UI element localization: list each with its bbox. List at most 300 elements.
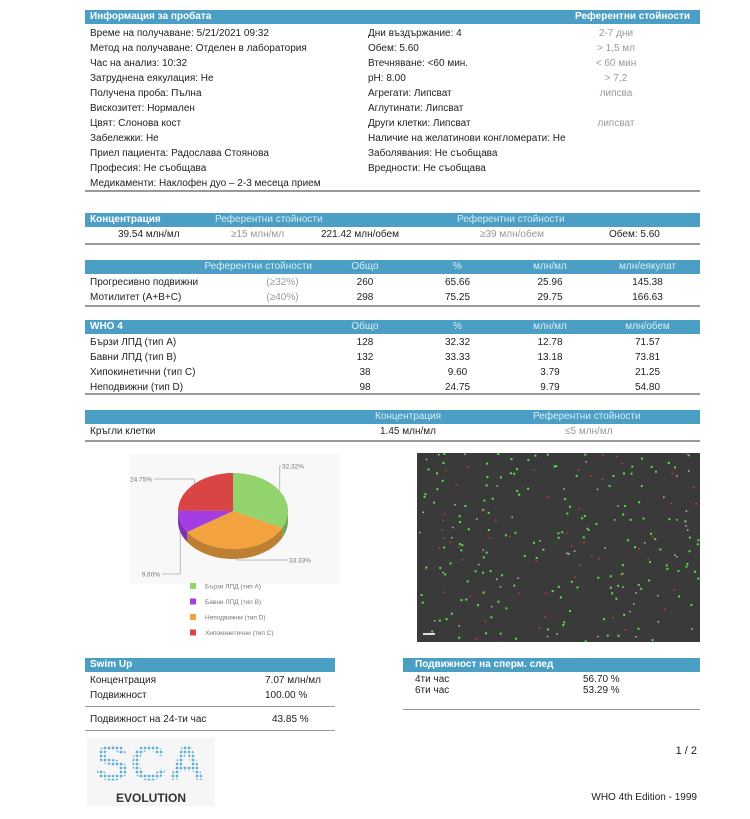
swim-up-section xyxy=(85,658,335,731)
motility-pct: 75.25 xyxy=(444,292,471,303)
sperm-track xyxy=(571,545,573,547)
sperm-track xyxy=(524,555,526,557)
motility-label: Прогресивно подвижни xyxy=(90,277,199,288)
sperm-track xyxy=(421,594,423,596)
who4-header-mln-ml: млн/мл xyxy=(533,321,567,332)
sperm-track xyxy=(443,453,445,455)
legend-label: Бавни ЛПД (тип B) xyxy=(205,599,262,606)
sperm-track xyxy=(610,575,612,577)
sperm-track xyxy=(686,563,688,565)
info-row xyxy=(85,26,700,41)
sperm-track xyxy=(422,602,424,604)
edition-note: WHO 4th Edition - 1999 xyxy=(591,792,697,803)
sperm-track xyxy=(664,609,666,611)
sperm-track xyxy=(584,515,586,517)
sperm-track xyxy=(510,472,512,474)
sperm-track xyxy=(613,617,615,619)
sperm-track xyxy=(534,469,536,471)
motility-24h-label: Подвижност на 24-ти час xyxy=(90,714,207,725)
motility-mln-ej: 166.63 xyxy=(632,292,663,303)
sperm-track xyxy=(689,537,691,539)
who4-mln-vol: 73.81 xyxy=(634,352,661,363)
sperm-track xyxy=(442,480,444,482)
info-row xyxy=(85,86,700,101)
sperm-track xyxy=(672,473,674,475)
motility-header-ref: Референтни стойности xyxy=(204,261,312,272)
sperm-track xyxy=(620,574,622,576)
sperm-track xyxy=(485,620,487,622)
concentration-total-ref: ≥39 млн/обем xyxy=(480,229,545,240)
sperm-track xyxy=(697,539,699,541)
legend-label: Бързи ЛПД (тип A) xyxy=(205,583,262,591)
sperm-track xyxy=(630,519,632,521)
concentration-title: Концентрация xyxy=(90,214,161,225)
info-left: Вискозитет: Нормален xyxy=(90,103,195,114)
who4-label: Хипокинетични (тип C) xyxy=(90,367,196,378)
swim-up-row xyxy=(85,688,335,703)
sperm-track xyxy=(635,592,637,594)
sperm-track xyxy=(443,462,445,464)
sperm-track xyxy=(449,542,451,544)
sperm-track xyxy=(439,567,441,569)
motility-after-title: Подвижност на сперм. след xyxy=(415,659,554,670)
info-left: Метод на получаване: Отделен в лаборатория xyxy=(90,43,307,54)
info-right: Обем: 5.60 xyxy=(368,43,419,54)
sperm-track xyxy=(597,577,599,579)
sperm-track xyxy=(451,613,453,615)
sperm-track xyxy=(617,505,619,507)
sperm-track xyxy=(638,501,640,503)
sperm-track xyxy=(505,534,507,536)
legend-swatch xyxy=(190,630,196,636)
sperm-track xyxy=(500,586,502,588)
info-row xyxy=(85,41,700,56)
sperm-track xyxy=(655,471,657,473)
sperm-track xyxy=(515,638,517,640)
round-cells-header-ref: Референтни стойности xyxy=(533,411,641,422)
sperm-track xyxy=(424,493,426,495)
sperm-track xyxy=(438,454,440,456)
sperm-track xyxy=(654,538,656,540)
sperm-track xyxy=(539,627,541,629)
sperm-track xyxy=(624,505,626,507)
sperm-track xyxy=(678,595,680,597)
motility-label: Мотилитет (A+B+C) xyxy=(90,292,182,303)
sperm-track xyxy=(585,461,587,463)
sperm-track xyxy=(562,624,564,626)
sperm-track xyxy=(659,548,661,550)
sperm-track xyxy=(426,459,428,461)
sperm-track xyxy=(500,476,502,478)
sperm-track xyxy=(641,458,643,460)
sperm-track xyxy=(422,512,424,514)
sperm-track xyxy=(488,529,490,531)
sperm-track xyxy=(614,519,616,521)
sperm-track xyxy=(694,571,696,573)
sperm-track xyxy=(602,479,604,481)
sperm-track xyxy=(597,636,599,638)
sperm-track xyxy=(518,593,520,595)
sperm-track xyxy=(547,496,549,498)
swim-up-value: 100.00 % xyxy=(265,690,308,701)
info-left: Медикаменти: Наклофен дуо – 2-3 месеца прием xyxy=(90,178,321,189)
sperm-track xyxy=(563,488,565,490)
info-ref: > 1,5 мл xyxy=(596,43,635,54)
sperm-track xyxy=(634,546,636,548)
swim-up-label: Концентрация xyxy=(90,675,157,686)
motility-header-total: Общо xyxy=(351,261,379,272)
sperm-track xyxy=(693,487,695,489)
sperm-track xyxy=(674,554,676,556)
sperm-track xyxy=(643,517,645,519)
sperm-track xyxy=(500,633,502,635)
sperm-track xyxy=(695,503,697,505)
sperm-track xyxy=(433,502,435,504)
info-left: Забележки: Не xyxy=(90,133,159,144)
info-right: Наличие на желатинови конгломерати: Не xyxy=(368,133,566,144)
sperm-track xyxy=(621,463,623,465)
sperm-track xyxy=(687,529,689,531)
sperm-track xyxy=(671,503,673,505)
sperm-track xyxy=(610,587,612,589)
sperm-track xyxy=(534,455,536,457)
sperm-track xyxy=(536,557,538,559)
sperm-track xyxy=(633,603,635,605)
round-cells-section xyxy=(85,410,700,442)
sperm-track xyxy=(607,635,609,637)
motility-after-label: 6ти час xyxy=(415,685,450,696)
legend-swatch xyxy=(190,614,196,620)
sperm-track xyxy=(650,533,652,535)
info-row xyxy=(85,101,700,116)
sperm-track xyxy=(648,579,650,581)
sperm-track xyxy=(444,573,446,575)
sperm-track xyxy=(483,591,485,593)
sperm-track xyxy=(518,494,520,496)
sperm-track xyxy=(467,580,469,582)
info-left: Цвят: Слонова кост xyxy=(90,118,182,129)
concentration-ref-header-2: Референтни стойности xyxy=(457,214,565,225)
sperm-track xyxy=(547,454,549,456)
sperm-track xyxy=(434,620,436,622)
motility-row xyxy=(85,290,700,305)
sperm-track xyxy=(539,540,541,542)
swim-up-row xyxy=(85,673,335,688)
sperm-track xyxy=(450,562,452,564)
who4-mln-vol: 71.57 xyxy=(634,337,661,348)
info-ref: 2-7 дни xyxy=(598,28,634,39)
sperm-track xyxy=(482,510,484,512)
sperm-track xyxy=(631,466,633,468)
sperm-track xyxy=(597,489,599,491)
sperm-track xyxy=(458,625,460,627)
info-ref: липсва xyxy=(599,88,633,99)
who4-mln-vol: 21.25 xyxy=(634,367,661,378)
info-left: Час на анализ: 10:32 xyxy=(90,58,188,69)
who4-total: 128 xyxy=(356,337,374,348)
sperm-track xyxy=(544,616,546,618)
sperm-track xyxy=(442,572,444,574)
sperm-track xyxy=(459,515,461,517)
motility-mln-ml: 29.75 xyxy=(537,292,563,303)
sperm-track xyxy=(560,596,562,598)
sperm-track xyxy=(666,568,668,570)
sperm-track xyxy=(547,636,549,638)
sperm-track xyxy=(571,581,573,583)
sperm-track xyxy=(552,590,554,592)
concentration-total: 221.42 млн/обем xyxy=(321,229,399,240)
sperm-track xyxy=(483,556,485,558)
sperm-track xyxy=(561,531,563,533)
sperm-track xyxy=(618,635,620,637)
sperm-track xyxy=(554,466,556,468)
motility-after-label: 4ти час xyxy=(415,674,450,685)
sperm-track xyxy=(419,532,421,534)
who4-row xyxy=(85,335,700,350)
sperm-track xyxy=(476,638,478,640)
sperm-track xyxy=(638,548,640,550)
pie-data-label: 32.32% xyxy=(282,463,305,471)
sperm-track xyxy=(697,578,699,580)
scale-bar xyxy=(423,633,435,635)
sperm-track xyxy=(439,620,441,622)
legend-swatch xyxy=(190,599,196,605)
sperm-track xyxy=(535,560,537,562)
motility-total: 260 xyxy=(356,277,374,288)
sperm-track xyxy=(644,542,646,544)
who4-header-pct: % xyxy=(453,321,462,332)
sperm-track xyxy=(513,473,515,475)
sperm-track xyxy=(673,589,675,591)
sperm-track xyxy=(676,556,678,558)
sperm-track xyxy=(517,577,519,579)
sperm-track xyxy=(623,614,625,616)
sperm-track xyxy=(505,607,507,609)
sperm-track xyxy=(622,564,624,566)
motility-header-mln-ml: млн/мл xyxy=(533,261,567,272)
sperm-track xyxy=(464,454,466,456)
sperm-track xyxy=(583,536,585,538)
who4-row xyxy=(85,350,700,365)
sperm-track xyxy=(686,566,688,568)
microscope-image xyxy=(417,453,700,642)
sperm-track xyxy=(444,513,446,515)
sperm-track xyxy=(482,549,484,551)
info-row xyxy=(85,176,700,191)
sperm-track xyxy=(674,466,676,468)
who4-header xyxy=(85,320,700,334)
sperm-track xyxy=(598,558,600,560)
sperm-track xyxy=(625,629,627,631)
sperm-track xyxy=(574,550,576,552)
round-cells-header xyxy=(85,410,700,424)
sperm-track xyxy=(564,498,566,500)
motility-24h-row xyxy=(85,712,335,731)
sperm-track xyxy=(475,570,477,572)
who4-total: 98 xyxy=(359,382,371,393)
who4-title: WHO 4 xyxy=(90,321,123,332)
sperm-track xyxy=(631,473,633,475)
info-right: pH: 8.00 xyxy=(368,73,406,84)
motility-header-pct: % xyxy=(453,261,462,272)
round-cells-value: 1.45 млн/мл xyxy=(380,426,436,437)
sperm-track xyxy=(454,504,456,506)
info-row xyxy=(85,131,700,146)
reference-values-title: Референтни стойности xyxy=(575,11,690,22)
legend-label: Хипокинетични (тип C) xyxy=(205,630,274,637)
motility-after-section xyxy=(403,658,700,710)
sperm-track xyxy=(603,618,605,620)
sample-info-title: Информация за пробата xyxy=(90,11,212,22)
sperm-track xyxy=(566,553,568,555)
sperm-track xyxy=(641,485,643,487)
sperm-track xyxy=(478,564,480,566)
swim-up-header xyxy=(85,658,335,672)
sperm-track xyxy=(444,592,446,594)
info-right: Други клетки: Липсват xyxy=(368,118,471,129)
sperm-track xyxy=(486,484,488,486)
who4-mln-ml: 12.78 xyxy=(537,337,563,348)
sperm-track xyxy=(583,542,585,544)
who4-pct: 9.60 xyxy=(447,367,468,378)
sperm-track xyxy=(488,512,490,514)
motility-pct: 65.66 xyxy=(444,277,471,288)
sperm-track xyxy=(686,453,688,455)
sperm-track xyxy=(516,490,518,492)
sperm-track xyxy=(545,593,547,595)
sperm-track xyxy=(676,475,678,477)
sperm-track xyxy=(652,639,654,641)
sperm-track xyxy=(574,576,576,578)
sperm-track xyxy=(501,574,503,576)
sperm-track xyxy=(557,532,559,534)
sperm-track xyxy=(516,468,518,470)
motility-24h-value: 43.85 % xyxy=(272,714,309,725)
sperm-track xyxy=(527,459,529,461)
legend-swatch xyxy=(190,583,196,589)
sperm-track xyxy=(686,510,688,512)
sperm-track xyxy=(658,621,660,623)
sperm-track xyxy=(443,538,445,540)
sperm-track xyxy=(684,520,686,522)
sperm-track xyxy=(611,592,613,594)
sperm-track xyxy=(464,505,466,507)
sperm-track xyxy=(649,561,651,563)
sperm-track xyxy=(676,519,678,521)
sperm-track xyxy=(511,458,513,460)
sperm-track xyxy=(514,532,516,534)
sperm-track xyxy=(577,586,579,588)
sperm-track xyxy=(690,604,692,606)
who4-pct: 33.33 xyxy=(444,352,471,363)
info-row xyxy=(85,146,700,161)
sperm-track xyxy=(640,588,642,590)
sperm-track xyxy=(666,564,668,566)
sperm-track xyxy=(511,516,513,518)
concentration-value: 39.54 млн/мл xyxy=(118,229,180,240)
sample-info-header xyxy=(85,10,700,24)
sperm-track xyxy=(482,572,484,574)
sperm-track xyxy=(542,549,544,551)
sperm-track xyxy=(443,547,445,549)
sperm-track xyxy=(635,636,637,638)
sperm-track xyxy=(445,470,447,472)
info-right: Вредности: Не съобщава xyxy=(368,163,486,174)
sperm-track xyxy=(486,476,488,478)
sperm-track xyxy=(651,466,653,468)
pie-data-label: 24.75% xyxy=(130,476,152,484)
round-cells-header-conc: Концентрация xyxy=(375,411,442,422)
sperm-track xyxy=(547,628,549,630)
sperm-track xyxy=(460,549,462,551)
sperm-track xyxy=(483,500,485,502)
sperm-track xyxy=(489,537,491,539)
sperm-track xyxy=(492,498,494,500)
sperm-track xyxy=(652,536,654,538)
sperm-track xyxy=(612,475,614,477)
info-right: Аглутинати: Липсват xyxy=(368,103,464,114)
sperm-track xyxy=(436,472,438,474)
motility-header xyxy=(85,260,700,274)
sperm-track xyxy=(579,565,581,567)
sperm-track xyxy=(668,518,670,520)
sperm-track xyxy=(638,584,640,586)
who4-total: 132 xyxy=(356,352,374,363)
info-row xyxy=(85,116,700,131)
logo-mark: SCA xyxy=(87,738,215,788)
sperm-track xyxy=(617,585,619,587)
sperm-track xyxy=(491,606,493,608)
sperm-track xyxy=(677,570,679,572)
sperm-track xyxy=(496,485,498,487)
sperm-track xyxy=(497,453,499,455)
sperm-track xyxy=(691,628,693,630)
who4-section xyxy=(85,320,700,395)
volume-value: Обем: 5.60 xyxy=(609,229,660,240)
sperm-track xyxy=(697,543,699,545)
info-right: Агрегати: Липсват xyxy=(368,88,452,99)
who4-header-mln-vol: млн/обем xyxy=(625,321,670,332)
motility-after-value: 56.70 % xyxy=(583,674,620,685)
sperm-track xyxy=(578,508,580,510)
info-left: Професия: Не съобщава xyxy=(90,163,207,174)
who4-mln-ml: 3.79 xyxy=(540,367,560,378)
motility-row xyxy=(85,275,700,290)
page-number: 1 / 2 xyxy=(675,745,697,757)
who4-mln-ml: 9.79 xyxy=(540,382,560,393)
sperm-track xyxy=(486,463,488,465)
motility-after-value: 53.29 % xyxy=(583,685,620,696)
info-row xyxy=(85,56,700,71)
sperm-track xyxy=(623,473,625,475)
sperm-track xyxy=(558,586,560,588)
sperm-track xyxy=(568,553,570,555)
sperm-track xyxy=(563,621,565,623)
sperm-track xyxy=(609,485,611,487)
sperm-track xyxy=(689,550,691,552)
sperm-track xyxy=(424,496,426,498)
who4-label: Бързи ЛПД (тип A) xyxy=(90,337,177,348)
sperm-track xyxy=(587,528,589,530)
sperm-track xyxy=(566,533,568,535)
sperm-track xyxy=(431,630,433,632)
sperm-track xyxy=(439,547,441,549)
who4-mln-ml: 13.18 xyxy=(537,352,563,363)
sperm-track xyxy=(616,456,618,458)
sperm-track xyxy=(591,555,593,557)
logo-subtitle: EVOLUTION xyxy=(115,791,186,805)
who4-label: Неподвижни (тип D) xyxy=(90,382,184,393)
